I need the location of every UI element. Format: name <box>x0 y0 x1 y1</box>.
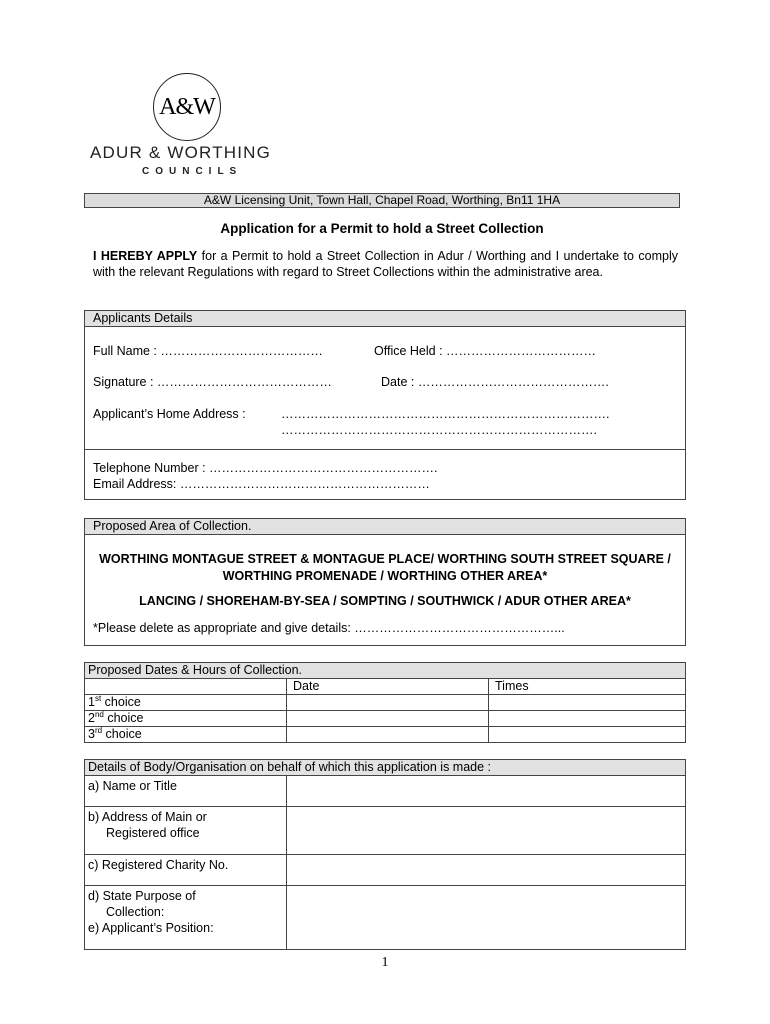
times-cell[interactable] <box>489 727 686 743</box>
applicants-details-header: Applicants Details <box>85 311 685 327</box>
date-cell[interactable] <box>287 727 489 743</box>
delete-note-field[interactable]: *Please delete as appropriate and give details: …………………………………………... <box>93 621 565 635</box>
adur-areas[interactable]: LANCING / SHOREHAM-BY-SEA / SOMPTING / SOUTHWICK / ADUR OTHER AREA* <box>139 594 631 608</box>
logo-council-name: ADUR & WORTHING <box>90 143 272 162</box>
home-address-label: Applicant’s Home Address : <box>93 407 246 421</box>
charity-number-input[interactable] <box>287 855 686 886</box>
charity-number-label: c) Registered Charity No. <box>85 855 287 886</box>
applicants-details-section <box>84 310 686 500</box>
signature-field[interactable]: Signature : …………………………………… <box>93 375 332 389</box>
organisation-details-header: Details of Body/Organisation on behalf of which this application is made : <box>85 760 686 776</box>
email-field[interactable]: Email Address: …………………………………………………… <box>93 477 430 491</box>
proposed-area-section <box>84 518 686 646</box>
proposed-area-header: Proposed Area of Collection. <box>85 519 685 535</box>
telephone-field[interactable]: Telephone Number : ………………………………………………. <box>93 461 438 475</box>
date-cell[interactable] <box>287 695 489 711</box>
purpose-position-input[interactable] <box>287 886 686 950</box>
intro-paragraph <box>93 248 678 280</box>
times-cell[interactable] <box>489 711 686 727</box>
choice-label: 3rd choice <box>85 727 287 743</box>
col-times-header: Times <box>489 679 686 695</box>
choice-label: 1st choice <box>85 695 287 711</box>
logo-councils-text: COUNCILS <box>142 166 243 177</box>
page-number: 1 <box>381 955 389 970</box>
office-held-field[interactable]: Office Held : ……………………………… <box>374 344 597 358</box>
home-address-line-1[interactable]: ……………………………………………………………………. <box>281 407 610 421</box>
table-row <box>85 727 686 743</box>
org-address-label: b) Address of Main or Registered office <box>85 807 287 855</box>
section-divider <box>85 449 685 450</box>
date-cell[interactable] <box>287 711 489 727</box>
council-logo-mark <box>153 73 221 141</box>
home-address-line-2[interactable]: …………………………………………………………………. <box>281 423 597 437</box>
page-title: Application for a Permit to hold a Street Collection <box>220 221 544 236</box>
table-row <box>85 695 686 711</box>
dates-hours-table <box>84 662 686 743</box>
col-date-header: Date <box>287 679 489 695</box>
intro-bold: I HEREBY APPLY <box>93 249 198 263</box>
worthing-areas[interactable]: WORTHING MONTAGUE STREET & MONTAGUE PLACE/ WORTHING SOUTH STREET SQUARE / WORTHING PROMENADE / WORTHING OTHER AREA* <box>99 552 671 583</box>
times-cell[interactable] <box>489 695 686 711</box>
empty-header-cell <box>85 679 287 695</box>
licensing-unit-address: A&W Licensing Unit, Town Hall, Chapel Road, Worthing, Bn11 1HA <box>84 193 680 208</box>
choice-label: 2nd choice <box>85 711 287 727</box>
purpose-position-label: d) State Purpose of Collection: e) Applicant’s Position: <box>85 886 287 950</box>
dates-hours-header: Proposed Dates & Hours of Collection. <box>85 663 686 679</box>
full-name-field[interactable]: Full Name : ………………………………… <box>93 344 323 358</box>
org-address-input[interactable] <box>287 807 686 855</box>
organisation-details-table <box>84 759 686 950</box>
date-field[interactable]: Date : ………………………………………. <box>381 375 609 389</box>
table-row <box>85 711 686 727</box>
org-name-label: a) Name or Title <box>85 776 287 807</box>
logo-mark-text: A&W <box>159 93 215 120</box>
org-name-input[interactable] <box>287 776 686 807</box>
intro-rest: for a Permit to hold a Street Collection in Adur / Worthing and I undertake to comply with the relevant Regulations with regard to Street Collections within the administrative area. <box>93 249 678 279</box>
